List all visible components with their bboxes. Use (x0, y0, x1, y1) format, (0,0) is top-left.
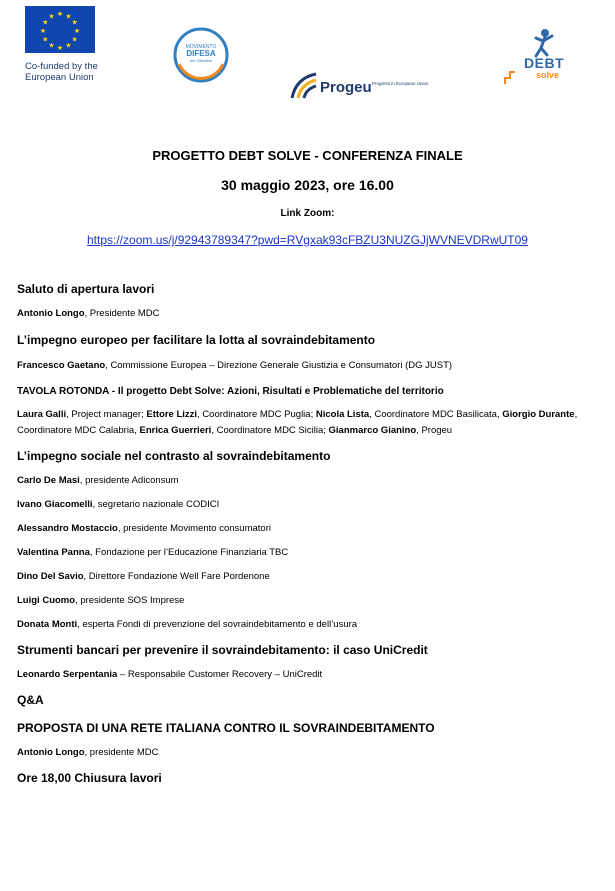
svg-text:DIFESA: DIFESA (186, 49, 216, 58)
speaker-role: , presidente MDC (84, 747, 159, 758)
speaker-role: , Presidente MDC (84, 308, 160, 319)
debt-word: DEBT (524, 55, 565, 71)
social-speaker (17, 545, 602, 561)
person-icon (528, 28, 558, 58)
svg-text:★: ★ (73, 27, 81, 35)
speaker-name: Gianmarco Gianino (328, 424, 417, 436)
speaker-name: Luigi Cuomo (17, 595, 76, 606)
speaker-role: , presidente SOS Imprese (75, 595, 185, 606)
svg-text:★: ★ (65, 12, 72, 21)
speaker-role: , Direttore Fondazione Well Fare Pordenone (83, 571, 270, 582)
section-opening-title: Saluto di apertura lavori (17, 282, 155, 296)
speaker-role: , Coordinatore MDC Calabria, (17, 409, 578, 436)
svg-text:★: ★ (48, 41, 55, 50)
social-speaker (17, 473, 602, 489)
svg-text:★: ★ (56, 10, 64, 18)
section-european-title: L’impegno europeo per facilitare la lotta al sovraindebitamento (17, 333, 376, 347)
speaker-name: Ivano Giacomelli (17, 499, 93, 510)
eu-caption: Co-funded by the European Union (25, 61, 98, 83)
speaker-name: Ettore Lizzi (146, 409, 198, 420)
stairs-icon (504, 56, 522, 86)
section-qa-title: Q&A (17, 693, 44, 707)
speaker-name: Antonio Longo (17, 308, 85, 319)
european-speaker (17, 358, 602, 374)
speaker-name: Dino Del Savio (17, 571, 84, 582)
social-speaker (17, 497, 602, 513)
svg-text:★: ★ (39, 27, 47, 35)
network-speaker (17, 745, 602, 761)
eu-flag-icon (25, 6, 95, 53)
social-speaker (17, 569, 602, 585)
progeu-emblem-icon (290, 70, 318, 100)
svg-text:★: ★ (71, 35, 78, 44)
speaker-role: , Coordinatore MDC Sicilia; (211, 424, 329, 436)
speaker-role: , Project manager; (66, 409, 147, 420)
speaker-name: Leonardo Serpentania (17, 669, 118, 680)
section-social-title: L’impegno sociale nel contrasto al sovraindebitamento (17, 449, 331, 463)
svg-text:del Cittadino: del Cittadino (189, 58, 213, 63)
speaker-role: , esperta Fondi di prevenzione del sovraindebitamento e dell’usura (77, 619, 358, 630)
section-closing-title: Ore 18,00 Chiusura lavori (17, 771, 162, 785)
conference-date: 30 maggio 2023, ore 16.00 (221, 177, 394, 193)
progeu-logo (290, 68, 430, 102)
zoom-link[interactable]: https://zoom.us/j/92943789347?pwd=RVgxak93cFBZU3NUZGJjWVNEVDRwUT09 (87, 233, 528, 247)
progeu-name: Progeu (320, 79, 372, 96)
eu-logo (25, 6, 125, 83)
svg-text:★: ★ (65, 41, 72, 50)
speaker-role: , Fondazione per l’Educazione Finanziaria TBC (89, 547, 289, 558)
svg-text:★: ★ (48, 12, 55, 21)
social-speaker (17, 521, 602, 537)
speaker-name: Nicola Lista (315, 409, 370, 420)
speaker-role: , Progeu (416, 424, 453, 436)
speaker-name: Carlo De Masi (17, 475, 80, 486)
progeu-tagline: Progress in European Union (372, 81, 429, 86)
speaker-name: Antonio Longo (17, 747, 85, 758)
speaker-role: , segretario nazionale CODICI (92, 499, 220, 510)
section-network-title: PROPOSTA DI UNA RETE ITALIANA CONTRO IL SOVRAINDEBITAMENTO (17, 721, 435, 735)
social-speaker (17, 617, 602, 633)
svg-text:MOVIMENTO: MOVIMENTO (185, 44, 217, 50)
svg-text:★: ★ (56, 44, 64, 52)
speaker-role: , Commissione Europea – Direzione Generale Giustizia e Consumatori (DG JUST) (105, 360, 453, 371)
speaker-role: – Responsabile Customer Recovery – UniCredit (117, 669, 323, 680)
speaker-name: Francesco Gaetano (17, 360, 106, 371)
svg-text:★: ★ (42, 18, 49, 27)
roundtable-speakers (17, 407, 602, 438)
social-speaker (17, 593, 602, 609)
speaker-name: Giorgio Durante (502, 409, 575, 420)
speaker-name: Alessandro Mostaccio (17, 523, 118, 534)
mdc-logo (170, 24, 232, 86)
section-roundtable-title: TAVOLA ROTONDA - Il progetto Debt Solve: Azioni, Risultati e Problematiche del territorio (17, 386, 444, 397)
debt-solve-logo (502, 28, 582, 88)
banking-speaker (17, 667, 602, 683)
speaker-role: , presidente Movimento consumatori (117, 523, 271, 534)
mdc-emblem-icon (170, 24, 232, 86)
speaker-role: , presidente Adiconsum (79, 475, 179, 486)
opening-speaker (17, 306, 602, 322)
zoom-link-label: Link Zoom: (280, 208, 335, 219)
speaker-role: , Coordinatore MDC Puglia; (197, 409, 316, 420)
conference-title: PROGETTO DEBT SOLVE - CONFERENZA FINALE (152, 148, 463, 163)
speaker-name: Donata Monti (17, 619, 78, 630)
svg-text:★: ★ (42, 35, 49, 44)
section-banking-title: Strumenti bancari per prevenire il sovraindebitamento: il caso UniCredit (17, 643, 428, 657)
svg-text:★: ★ (71, 18, 78, 27)
speaker-name: Valentina Panna (17, 547, 90, 558)
speaker-role: , Coordinatore MDC Basilicata, (369, 409, 503, 420)
speaker-name: Enrica Guerrieri (139, 424, 212, 436)
speaker-name: Laura Galli (17, 409, 67, 420)
solve-word: solve (536, 70, 560, 80)
